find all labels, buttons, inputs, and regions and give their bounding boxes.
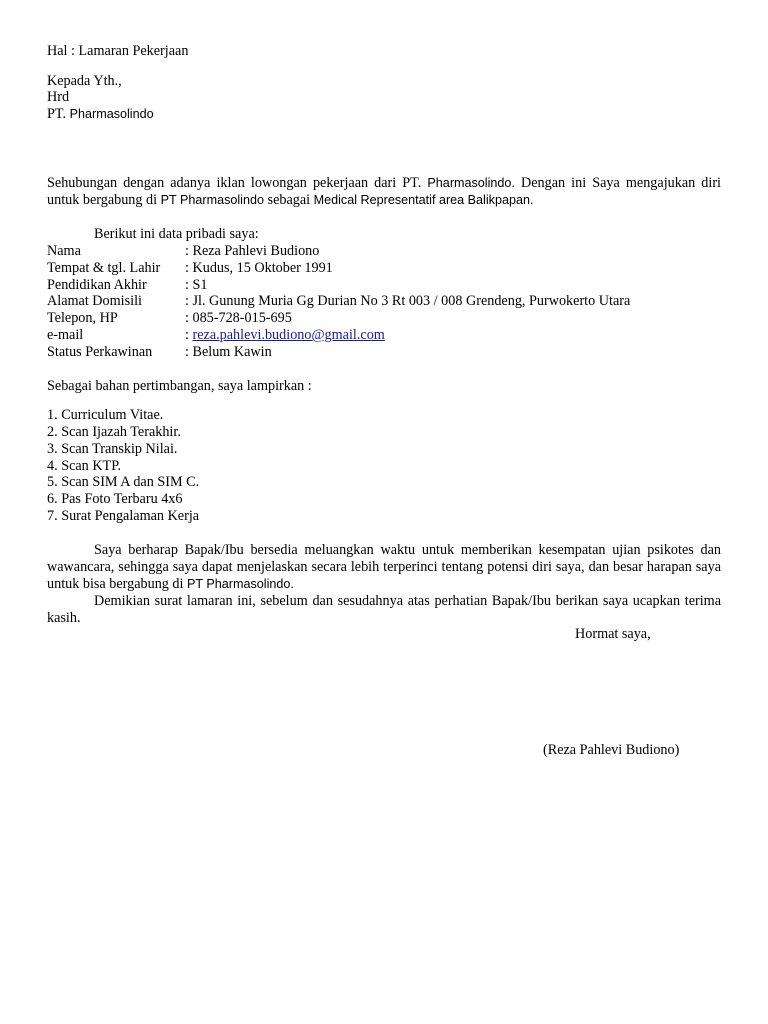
signature-name: (Reza Pahlevi Budiono) <box>543 742 680 758</box>
row-value: : 085-728-015-695 <box>185 310 292 326</box>
intro-company-2: PT Pharmasolindo <box>160 192 264 207</box>
row-value: : Jl. Gunung Muria Gg Durian No 3 Rt 003 / 008 Grendeng, Purwokerto Utara <box>185 293 631 309</box>
attachment-item: 1. Curriculum Vitae. <box>47 407 164 423</box>
intro-text-3: sebagai <box>264 191 314 208</box>
attachment-item: 7. Surat Pengalaman Kerja <box>47 508 200 524</box>
letter-subject: Hal : Lamaran Pekerjaan <box>47 43 189 59</box>
row-value: : Kudus, 15 Oktober 1991 <box>185 260 333 276</box>
row-label: Status Perkawinan <box>47 344 153 360</box>
intro-company: Pharmasolindo. <box>427 176 515 190</box>
personal-data-heading: Berikut ini data pribadi saya: <box>94 226 259 242</box>
row-label: Tempat & tgl. Lahir <box>47 260 161 276</box>
email-prefix: : <box>185 327 193 343</box>
row-label: Telepon, HP <box>47 310 118 326</box>
recipient-company-prefix: PT. <box>47 106 70 122</box>
row-value: : Belum Kawin <box>185 344 272 360</box>
intro-position: Medical Representatif area Balikpapan. <box>313 192 534 207</box>
intro-text-1: Sehubungan dengan adanya iklan lowongan pekerjaan dari PT. <box>47 175 428 191</box>
recipient-line-1: Kepada Yth., <box>47 73 122 89</box>
row-value: : S1 <box>185 277 208 293</box>
row-label: Alamat Domisili <box>47 293 142 309</box>
closing-paragraph-2 <box>47 593 721 627</box>
attachment-item: 5. Scan SIM A dan SIM C. <box>47 474 200 490</box>
intro-text-2: Dengan ini Saya mengajukan diri untuk bergabung di <box>47 175 721 208</box>
row-label: Pendidikan Akhir <box>47 277 147 293</box>
recipient-line-2: Hrd <box>47 89 70 105</box>
closing-paragraph-1 <box>47 542 721 592</box>
recipient-line-3 <box>47 106 154 123</box>
closing-text-2: Demikian surat lamaran ini, sebelum dan sesudahnya atas perhatian Bapak/Ibu berikan saya ucapkan terima kasih. <box>47 593 721 626</box>
email-link[interactable]: reza.pahlevi.budiono@gmail.com <box>192 327 385 343</box>
closing-company: PT Pharmasolindo. <box>187 576 294 591</box>
intro-paragraph <box>47 175 721 209</box>
attachment-item: 2. Scan Ijazah Terakhir. <box>47 424 181 440</box>
row-value: : Reza Pahlevi Budiono <box>185 243 320 259</box>
attachments-heading: Sebagai bahan pertimbangan, saya lampirkan : <box>47 378 312 394</box>
row-label: Nama <box>47 243 81 259</box>
recipient-company: Pharmasolindo <box>69 107 154 121</box>
attachment-item: 3. Scan Transkip Nilai. <box>47 441 178 457</box>
attachment-item: 4. Scan KTP. <box>47 458 122 474</box>
row-value <box>185 327 385 344</box>
closing-text-1: Saya berharap Bapak/Ibu bersedia meluangkan waktu untuk memberikan kesempatan ujian psikotes dan wawancara, sehingga saya dapat menjelaskan secara lebih terperinci tentang potensi diri saya, dan besar harapan saya untuk bisa bergabung di <box>47 542 721 592</box>
regards-text: Hormat saya, <box>575 626 651 642</box>
row-label: e-mail <box>47 327 84 343</box>
attachment-item: 6. Pas Foto Terbaru 4x6 <box>47 491 183 507</box>
